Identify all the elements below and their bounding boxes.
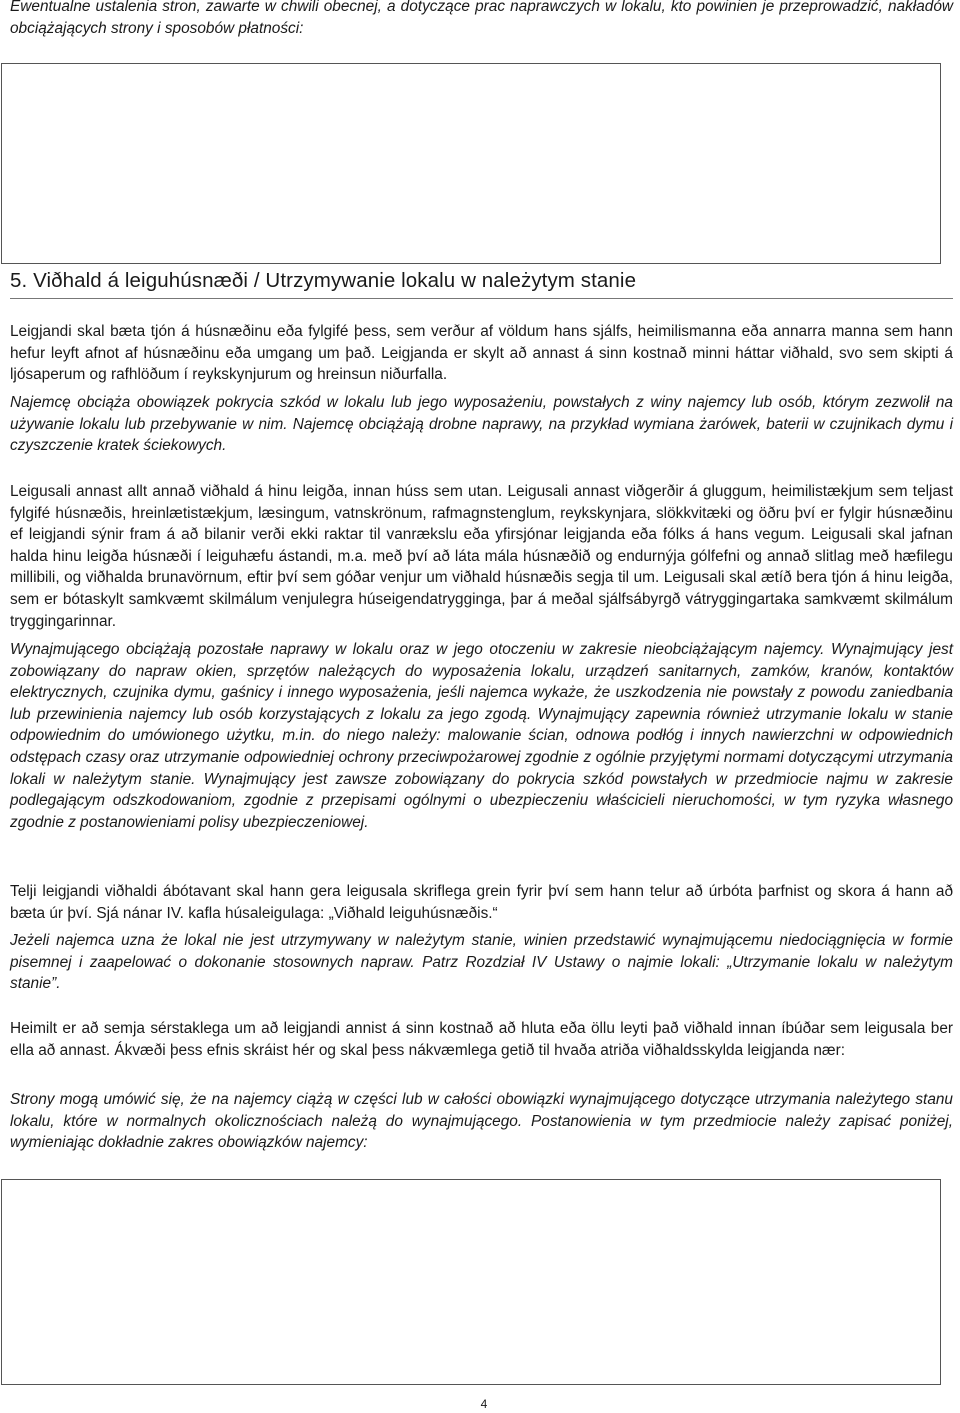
page-number: 4 (480, 1397, 488, 1411)
paragraph-2-pl: Wynajmującego obciążają pozostałe naprawy w lokalu oraz w jego otoczeniu w zakresie nieobciążającym najemcy. Wynajmujący jest zobowiązany do napraw okien, sprzętów należących do wyposażenia lokalu, urządzeń sanitarnych, zamków, kranów, kontaktów elektrycznych, czujnika dymu, gaśnicy i innego wyposażenia, jeśli najemca wykaże, że uszkodzenia nie powstały z powodu zaniedbania lub przewinienia najemcy lub osób korzystających z lokalu za jego zgodą. Wynajmujący zapewnia również utrzymanie lokalu w stanie odpowiednim do umówionego użytku, m.in. do niego należy: malowanie ścian, odnowa podłóg i innych nawierzchni w odpowiednich odstępach czasy oraz utrzymanie odpowiedniej ochrony przeciwpożarowej zgodnie z ogólnie przyjętymi normami dotyczącymi utrzymania lokali w należytym stanie. Wynajmujący jest zawsze zobowiązany do pokrycia szkód powstałych w przedmiocie najmu w zakresie podlegającym odszkodowaniom, zgodnie z przepisami ogólnymi o ubezpieczeniu właścicieli nieruchomości, w tym ryzyka własnego zgodnie z postanowieniami polisy ubezpieczeniowej. (10, 641, 953, 831)
section-heading: 5. Viðhald á leiguhúsnæði / Utrzymywanie lokalu w należytym stanie (10, 269, 637, 292)
paragraph-4-is: Heimilt er að semja sérstaklega um að leigjandi annist á sinn kostnað að hluta eða öllu leyti það viðhald innan íbúðar sem leigusala ber ella að annast. Ákvæði þess efnis skráist hér og skal þess nákvæmlega getið til hvaða atriða viðhaldsskylda leigjanda nær: (10, 1020, 953, 1059)
repair-arrangements-field[interactable] (1, 63, 941, 264)
paragraph-4-pl: Strony mogą umówić się, że na najemcy ciążą w części lub w całości obowiązki wynajmującego dotyczące utrzymania należytego stanu lokalu, które w normalnych okolicznościach należą do wynajmującego. Postanowienia w tym przedmiocie należy zapisać poniżej, wymieniając dokładnie zakres obowiązków najemcy: (10, 1091, 953, 1152)
paragraph-1-is: Leigjandi skal bæta tjón á húsnæðinu eða fylgifé þess, sem verður af völdum hans sjálfs, heimilismanna eða annarra manna sem hann hefur leyft afnot af húsnæðinu eða umgang um það. Leigjanda er skylt að annast á sinn kostnað minni háttar viðhald, svo sem skipti á ljósaperum og rafhlöðum í reykskynjurum og hreinsun niðurfalla. (10, 323, 953, 384)
paragraph-3-pl: Jeżeli najemca uzna że lokal nie jest utrzymywany w należytym stanie, winien przedstawić wynajmującemu niedociągnięcia w formie pisemnej i zaapelować o dokonanie stosownych napraw. Patrz Rozdział IV Ustawy o najmie lokali: „Utrzymanie lokalu w należytym stanie”. (10, 932, 953, 993)
paragraph-1-pl: Najemcę obciąża obowiązek pokrycia szkód w lokalu lub jego wyposażeniu, powstałych z winy najemcy lub osób, którym zezwolił na używanie lokalu lub przebywanie w nim. Najemcę obciążają drobne naprawy, na przykład wymiana żarówek, baterii w czujnikach dymu i czyszczenie kratek ściekowych. (10, 394, 953, 455)
heading-divider (10, 298, 953, 299)
paragraph-2-is: Leigusali annast allt annað viðhald á hinu leigða, innan húss sem utan. Leigusali annast viðgerðir á gluggum, heimilistækjum sem teljast fylgifé húsnæðis, hreinlætistækjum, læsingum, vatnskrönum, rafmagnstenglum, reykskynjara, slökkvitæki og öðru því er fylgir húsnæðinu ef leigjandi sýnir fram á að bilanir verði ekki raktar til vanrækslu eða yfirsjónar leigjanda eða fólks á hans vegum. Leigusali skal jafnan halda hinu leigða húsnæði í leiguhæfu ástandi, m.a. með því að láta mála húsnæðið og endurnýja gólfefni og annað slitlag með hæfilegu millibili, og viðhalda brunavörnum, eftir því sem góðar venjur um viðhald húsnæðis segja til um. Leigusali skal ætíð bera tjón á hinu leigða, sem er bótaskylt samkvæmt skilmálum venjulegra húseigendatrygginga, þar á meðal sjálfsábyrgð vátryggingartaka samkvæmt skilmálum tryggingarinnar. (10, 483, 953, 630)
paragraph-3-is: Telji leigjandi viðhaldi ábótavant skal hann gera leigusala skriflega grein fyrir því sem hann telur að úrbóta þarfnist og skora á hann að bæta úr því. Sjá nánar IV. kafla húsaleigulaga: „Viðhald leiguhúsnæðis.“ (10, 883, 953, 922)
intro-note: Ewentualne ustalenia stron, zawarte w chwili obecnej, a dotyczące prac naprawczych w lokalu, kto powinien je przeprowadzić, nakładów obciążających strony i sposobów płatności: (10, 0, 953, 37)
tenant-obligations-field[interactable] (1, 1179, 941, 1385)
